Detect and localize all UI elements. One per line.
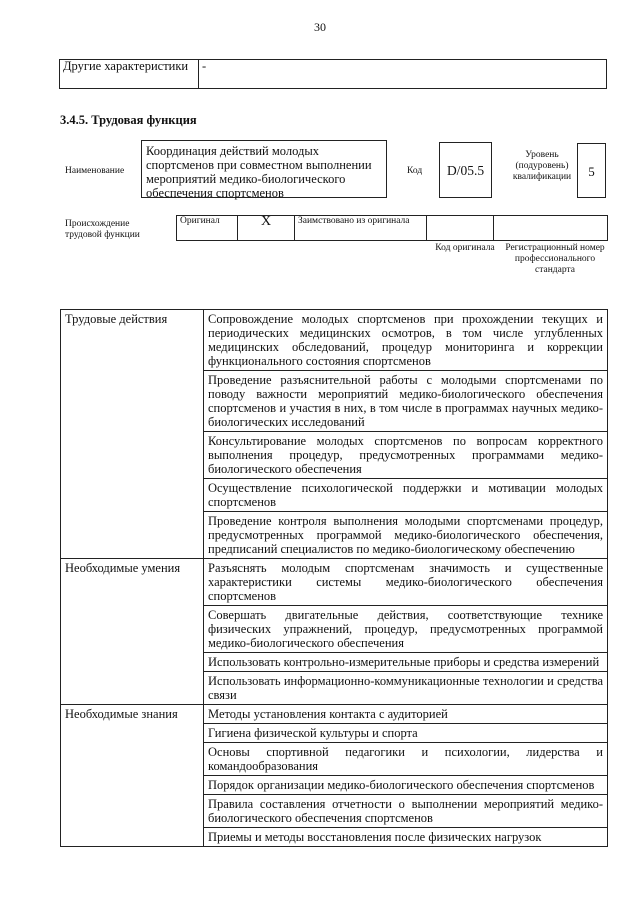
function-name: Координация действий молодых спортсменов при совместном выполнении мероприятий медико-биологического обеспечения спортсменов: [141, 140, 387, 198]
function-details-table: [60, 309, 608, 847]
knowledge-item: Порядок организации медико-биологического обеспечения спортсменов: [204, 776, 608, 795]
table-row: [61, 559, 608, 606]
section-title: 3.4.5. Трудовая функция: [60, 113, 197, 127]
reg-number-label: Регистрационный номер профессионального стандарта: [505, 243, 605, 275]
other-characteristics-label: Другие характеристики: [60, 60, 199, 89]
skill-item: Совершать двигательные действия, соответствующие технике физических упражнений, процедур, предусмотренных программой медико-биологического обеспечения: [204, 606, 608, 653]
skill-item: Использовать контрольно-измерительные приборы и средства измерений: [204, 653, 608, 672]
labor-actions-label: Трудовые действия: [61, 310, 204, 559]
reg-number-cell: [494, 216, 608, 241]
function-code: D/05.5: [439, 142, 492, 198]
knowledge-item: Методы установления контакта с аудиторией: [204, 705, 608, 724]
other-characteristics-value: -: [199, 60, 607, 89]
skill-item: Использовать информационно-коммуникационные технологии и средства связи: [204, 672, 608, 705]
skill-item: Разъяснять молодым спортсменам значимость и существенные характеристики системы медико-биологического обеспечения спортсменов: [204, 559, 608, 606]
knowledge-item: Приемы и методы восстановления после физических нагрузок: [204, 828, 608, 847]
other-characteristics-table: [59, 59, 607, 89]
table-row: [61, 310, 608, 371]
origin-label: Происхождение трудовой функции: [65, 219, 140, 240]
labor-action-item: Проведение разъяснительной работы с молодыми спортсменами по поводу важности мероприятий медико-биологического обеспечения спортсменов и участия в них, в том числе в программах научных медико-биологических исследований: [204, 371, 608, 432]
borrowed-label: Заимствовано из оригинала: [295, 216, 427, 241]
knowledge-item: Правила составления отчетности о выполнении мероприятий медико-биологического обеспечения спортсменов: [204, 795, 608, 828]
labor-action-item: Проведение контроля выполнения молодыми спортсменами процедур, предусмотренных программой медико-биологического обеспечения, предписаний специалистов по медико-биологическому обеспечению: [204, 512, 608, 559]
level-label: Уровень (подуровень) квалификации: [512, 150, 572, 182]
labor-action-item: Консультирование молодых спортсменов по вопросам корректного выполнения процедур, предусмотренных программами медико-биологического обеспечения: [204, 432, 608, 479]
code-original-cell: [427, 216, 494, 241]
name-label: Наименование: [65, 166, 125, 176]
original-label: Оригинал: [177, 216, 238, 241]
code-original-label: Код оригинала: [435, 243, 495, 253]
qualification-level: 5: [577, 143, 606, 198]
labor-action-item: Сопровождение молодых спортсменов при прохождении текущих и периодических медицинских осмотров, в том числе углубленных медицинских обследований, процедур мониторинга и коррекции функционального состояния спортсменов: [204, 310, 608, 371]
table-row: [61, 705, 608, 724]
original-mark: X: [238, 216, 295, 241]
code-label: Код: [407, 166, 423, 176]
knowledge-label: Необходимые знания: [61, 705, 204, 847]
knowledge-section: [61, 705, 608, 847]
labor-action-item: Осуществление психологической поддержки и мотивации молодых спортсменов: [204, 479, 608, 512]
knowledge-item: Гигиена физической культуры и спорта: [204, 724, 608, 743]
knowledge-item: Основы спортивной педагогики и психологии, лидерства и командообразования: [204, 743, 608, 776]
page-number: 30: [314, 20, 326, 34]
skills-label: Необходимые умения: [61, 559, 204, 705]
origin-table: [176, 215, 608, 241]
labor-actions-section: [61, 310, 608, 559]
skills-section: [61, 559, 608, 705]
